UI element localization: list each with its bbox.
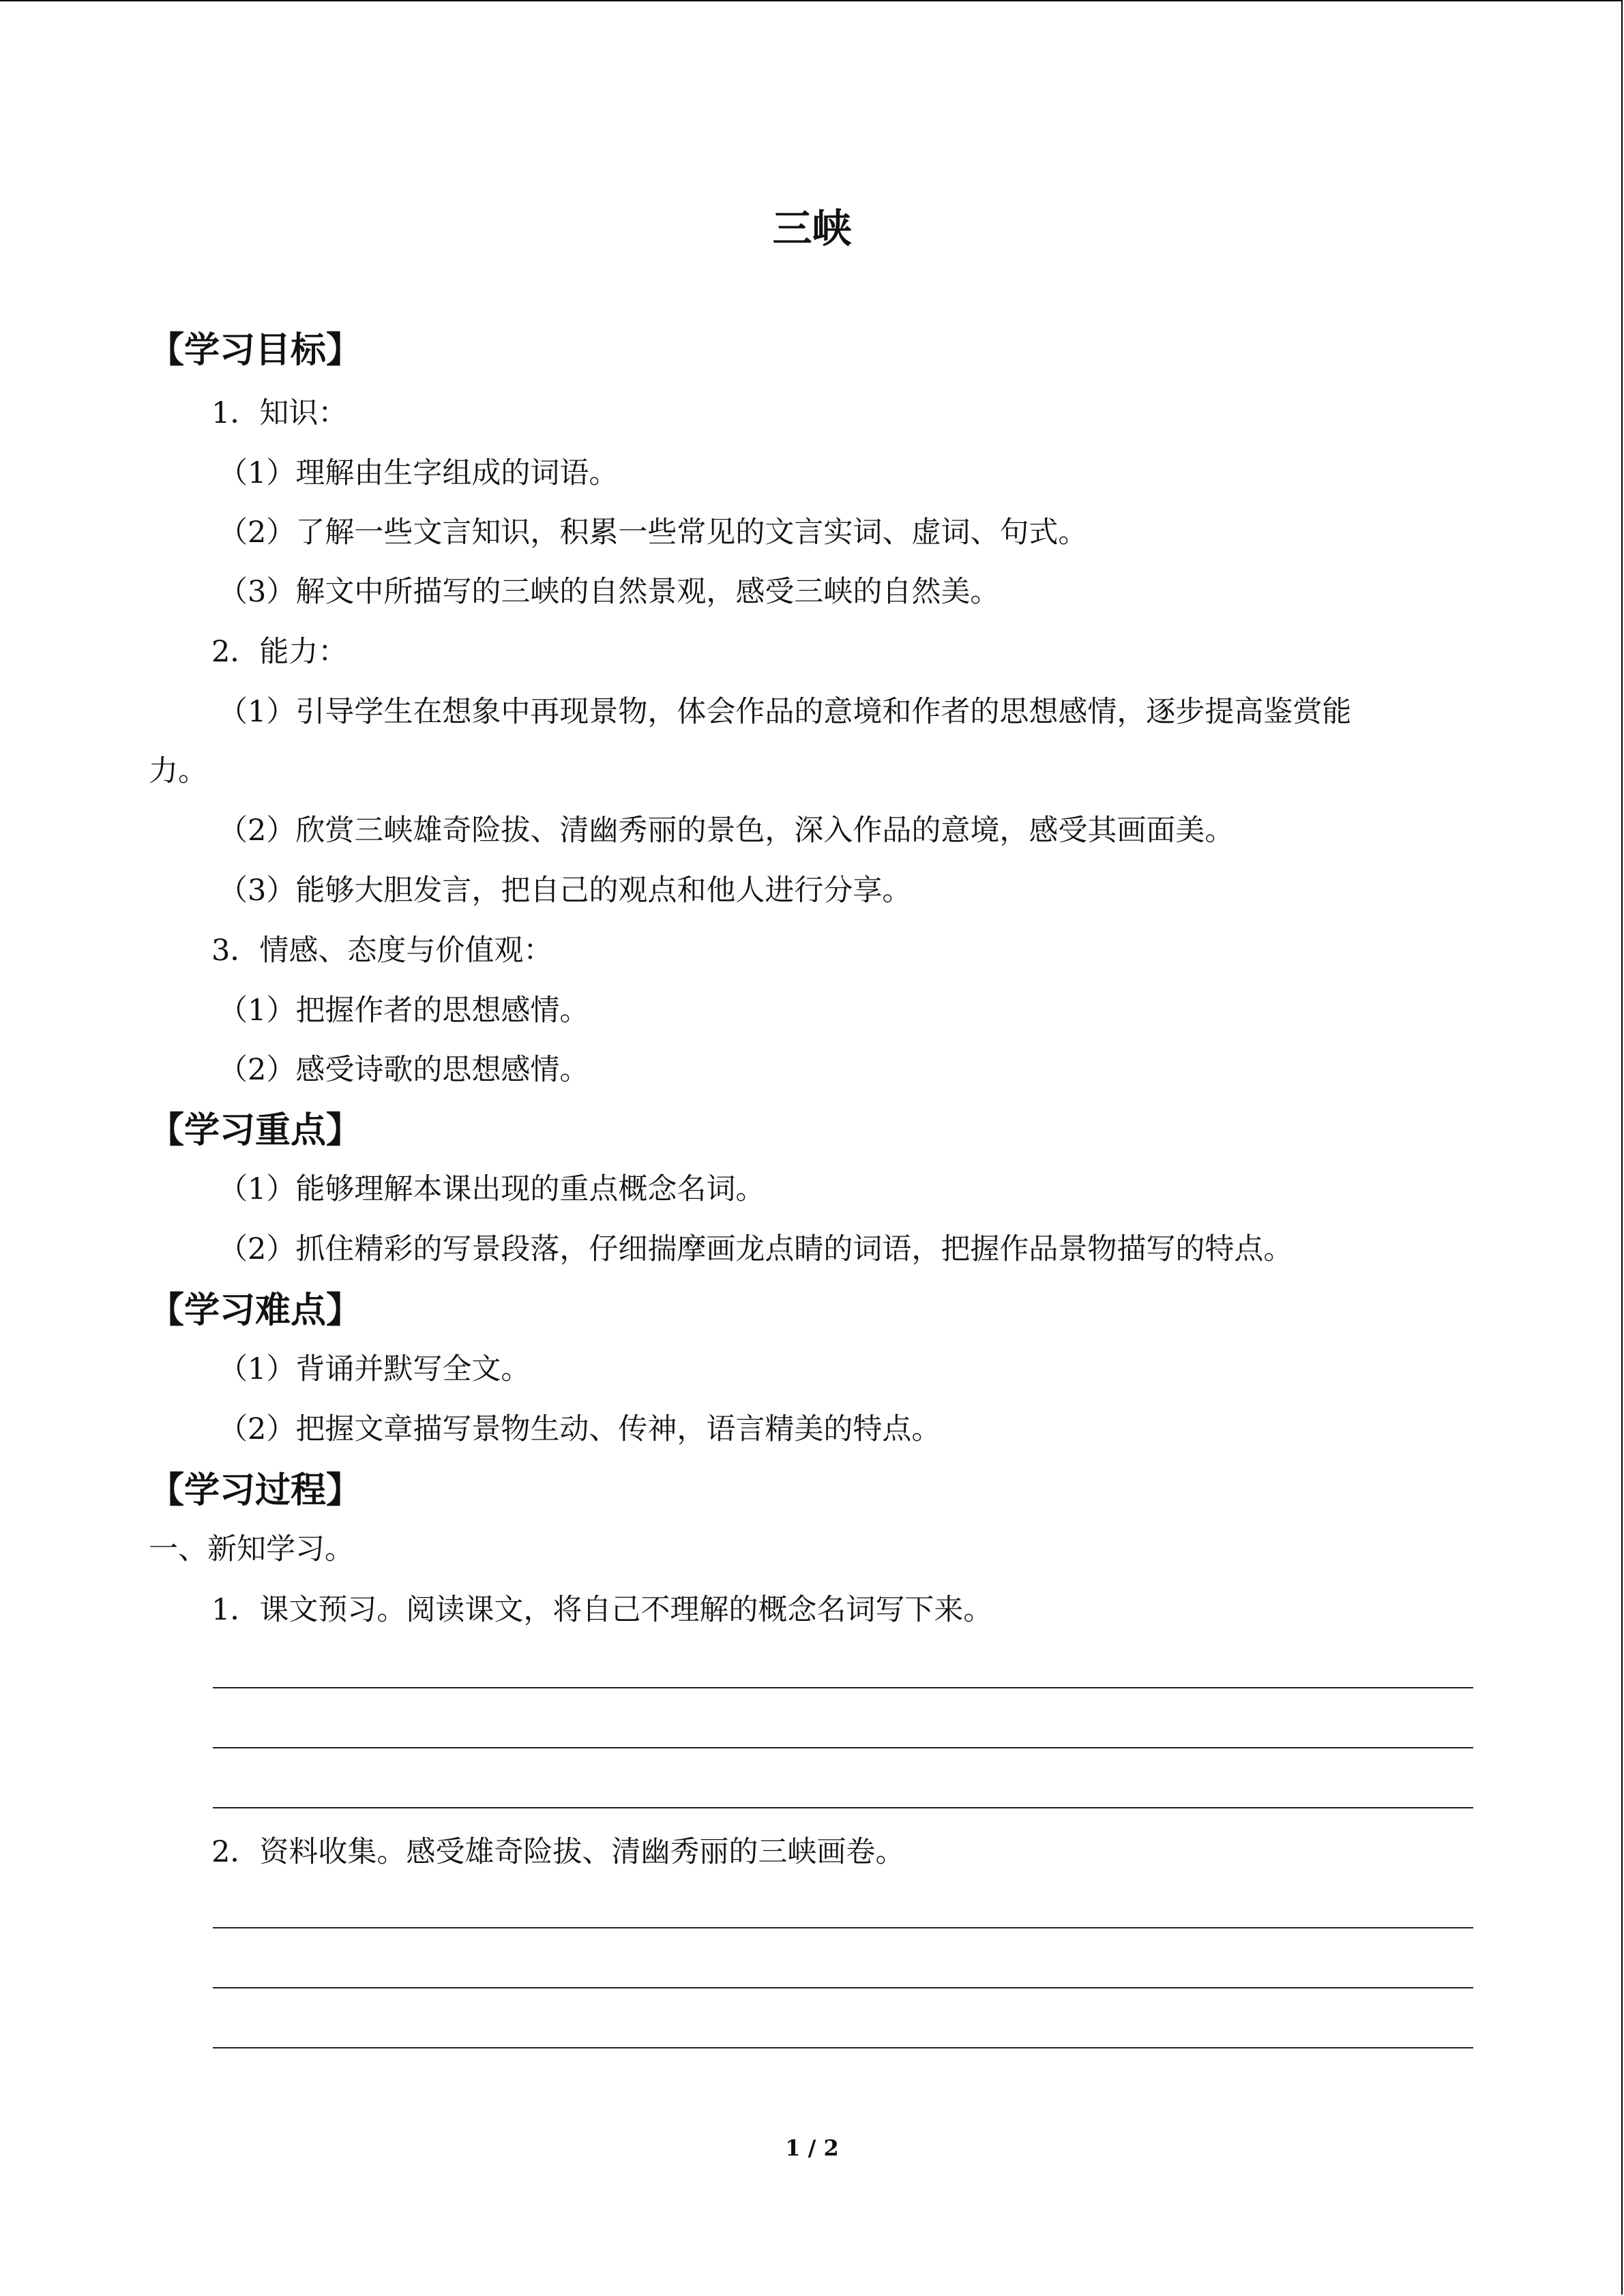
- knowledge-item-2: （2）了解一些文言知识，积累一些常见的文言实词、虚词、句式。: [218, 516, 1088, 550]
- ability-item-1-line-2: 力。: [149, 754, 207, 788]
- ability-item-1-line-1: （1）引导学生在想象中再现景物，体会作品的意境和作者的思想感情，逐步提高鉴赏能: [218, 695, 1352, 729]
- answer-line[interactable]: [213, 1687, 1473, 1688]
- task-1: 1．课文预习。阅读课文，将自己不理解的概念名词写下来。: [211, 1593, 993, 1627]
- emotion-item-1: （1）把握作者的思想感情。: [218, 994, 589, 1028]
- emotion-label: 3．情感、态度与价值观：: [211, 934, 553, 968]
- knowledge-item-3: （3）解文中所描写的三峡的自然景观，感受三峡的自然美。: [218, 575, 1000, 609]
- answer-line[interactable]: [213, 1747, 1473, 1748]
- ability-item-2: （2）欣赏三峡雄奇险拔、清幽秀丽的景色，深入作品的意境，感受其画面美。: [218, 814, 1235, 848]
- key-point-1: （1）能够理解本课出现的重点概念名词。: [218, 1172, 765, 1206]
- ability-item-3: （3）能够大胆发言，把自己的观点和他人进行分享。: [218, 874, 912, 908]
- key-point-2: （2）抓住精彩的写景段落，仔细揣摩画龙点睛的词语，把握作品景物描写的特点。: [218, 1232, 1293, 1266]
- process-heading: 【学习过程】: [149, 1470, 362, 1511]
- page-title: 三峡: [772, 205, 852, 252]
- answer-line[interactable]: [213, 1807, 1473, 1808]
- ability-label: 2．能力：: [211, 635, 348, 669]
- difficulties-heading: 【学习难点】: [149, 1290, 362, 1331]
- knowledge-label: 1．知识：: [211, 396, 348, 430]
- answer-line[interactable]: [213, 1927, 1473, 1928]
- knowledge-item-1: （1）理解由生字组成的词语。: [218, 456, 619, 490]
- key-points-heading: 【学习重点】: [149, 1110, 362, 1151]
- answer-line[interactable]: [213, 2047, 1473, 2048]
- answer-line[interactable]: [213, 1987, 1473, 1988]
- emotion-item-2: （2）感受诗歌的思想感情。: [218, 1053, 589, 1087]
- task-2: 2．资料收集。感受雄奇险拔、清幽秀丽的三峡画卷。: [211, 1835, 905, 1869]
- difficulty-2: （2）把握文章描写景物生动、传神，语言精美的特点。: [218, 1412, 941, 1446]
- page-number: 1 / 2: [785, 2135, 839, 2161]
- difficulty-1: （1）背诵并默写全文。: [218, 1352, 531, 1386]
- objectives-heading: 【学习目标】: [149, 330, 362, 371]
- process-part-1: 一、新知学习。: [149, 1532, 354, 1566]
